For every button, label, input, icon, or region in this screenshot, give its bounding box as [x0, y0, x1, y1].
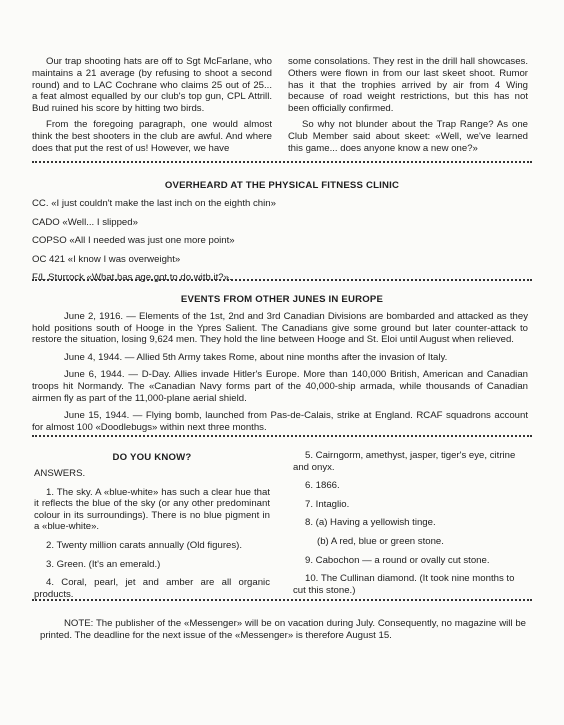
- answers-left-column: [34, 468, 270, 607]
- answer-item: 2. Twenty million carats annually (Old figures).: [46, 539, 243, 551]
- event-paragraph: June 15, 1944. — Flying bomb, launched from Pas-de-Calais, strike at England. RCAF squadrons account for almost 100 «Doodlebugs» within next three months.: [32, 410, 528, 433]
- answers-right-column: [293, 450, 529, 603]
- answer-item: 10. The Cullinan diamond. (It took nine months to cut this stone.): [293, 573, 515, 596]
- answer-item: 9. Cabochon — a round or ovally cut stone.: [305, 554, 490, 566]
- trap-shooting-article: [32, 56, 528, 158]
- dotted-divider: [32, 279, 532, 281]
- overheard-list: [32, 198, 528, 291]
- article-paragraph: So why not blunder about the Trap Range? As one Club Member said about skeet: «Well, we've learned this game... does anyone know a new one?»: [288, 118, 528, 154]
- event-paragraph: June 6, 1944. — D-Day. Allies invade Hitler's Europe. More than 140,000 British, American and Canadian troops hit Normandy. The «Canadian Navy forms part of the 40,000-ship armada, while thousands of Canadian airmen fly as part of the 11,000-plane aerial shield.: [32, 369, 528, 404]
- events-list: [32, 311, 528, 439]
- answer-item: (b) A red, blue or green stone.: [317, 535, 444, 547]
- answer-item: 4. Coral, pearl, jet and amber are all organic products.: [34, 577, 270, 600]
- events-heading: EVENTS FROM OTHER JUNES IN EUROPE: [180, 294, 384, 305]
- answers-label: ANSWERS.: [34, 468, 86, 479]
- answer-item: 8. (a) Having a yellowish tinge.: [305, 517, 436, 529]
- do-you-know-heading: DO YOU KNOW?: [112, 452, 192, 463]
- answer-item: 7. Intaglio.: [305, 498, 350, 510]
- article-paragraph: From the foregoing paragraph, one would almost think the best shooters in the club are awful. And where does that put the rest of us! However, we have: [32, 118, 272, 154]
- answer-item: 6. 1866.: [305, 480, 340, 492]
- overheard-line: F/L Sturrock «What has age got to do with it?».: [32, 272, 232, 284]
- answer-item: 1. The sky. A «blue-white» has such a clear hue that it reflects the blue of the sky (or any other predominant colour in its surroundings). There is no blue pigment in a «blue-white».: [34, 486, 270, 533]
- answer-item: 3. Green. (It's an emerald.): [46, 558, 161, 570]
- article-paragraph: Our trap shooting hats are off to Sgt McFarlane, who maintains a 21 average (by refusing to shoot a second round) and to LAC Cochrane who claims 25 out of 25... a feat almost equalled by our club's top gun, CPL Attrill. Bud ruined his score by hitting two birds.: [32, 56, 272, 115]
- overheard-line: CC. «I just couldn't make the last inch on the eighth chin»: [32, 198, 276, 209]
- article-left-column: [32, 56, 272, 158]
- overheard-heading: OVERHEARD AT THE PHYSICAL FITNESS CLINIC: [164, 180, 400, 191]
- overheard-line: CADO «Well... I slipped»: [32, 216, 138, 228]
- answer-item: 5. Cairngorm, amethyst, jasper, tiger's eye, citrine and onyx.: [293, 450, 516, 473]
- event-paragraph: June 2, 1916. — Elements of the 1st, 2nd and 3rd Canadian Divisions are bombarded and attacked as they hold positions south of Hooge in the Ypres Salient. The Canadians give some ground but later counter-attack to restore the situation, losing 9,624 men. They hold the line between Hooge and St. Eloi until August when relieved.: [32, 311, 528, 346]
- vacation-note: NOTE: The publisher of the «Messenger» will be on vacation during July. Consequently, no magazine will be printed. The deadline for the next issue of the «Messenger» is therefore August 15.: [40, 618, 526, 641]
- overheard-line: OC 421 «I know I was overweight»: [32, 253, 181, 265]
- article-right-column: [288, 56, 528, 158]
- event-paragraph: June 4, 1944. — Allied 5th Army takes Rome, about nine months after the invasion of Italy.: [64, 351, 448, 363]
- article-paragraph: some consolations. They rest in the drill hall showcases. Others were flown in from our last skeet shoot. Rumor has it that the trophies arrived by air from 4 Wing because of road weight restrictions, but this has not been officially confirmed.: [288, 56, 528, 115]
- dotted-divider: [32, 599, 532, 601]
- dotted-divider: [32, 161, 532, 163]
- overheard-line: COPSO «All I needed was just one more point»: [32, 235, 235, 247]
- dotted-divider: [32, 435, 532, 437]
